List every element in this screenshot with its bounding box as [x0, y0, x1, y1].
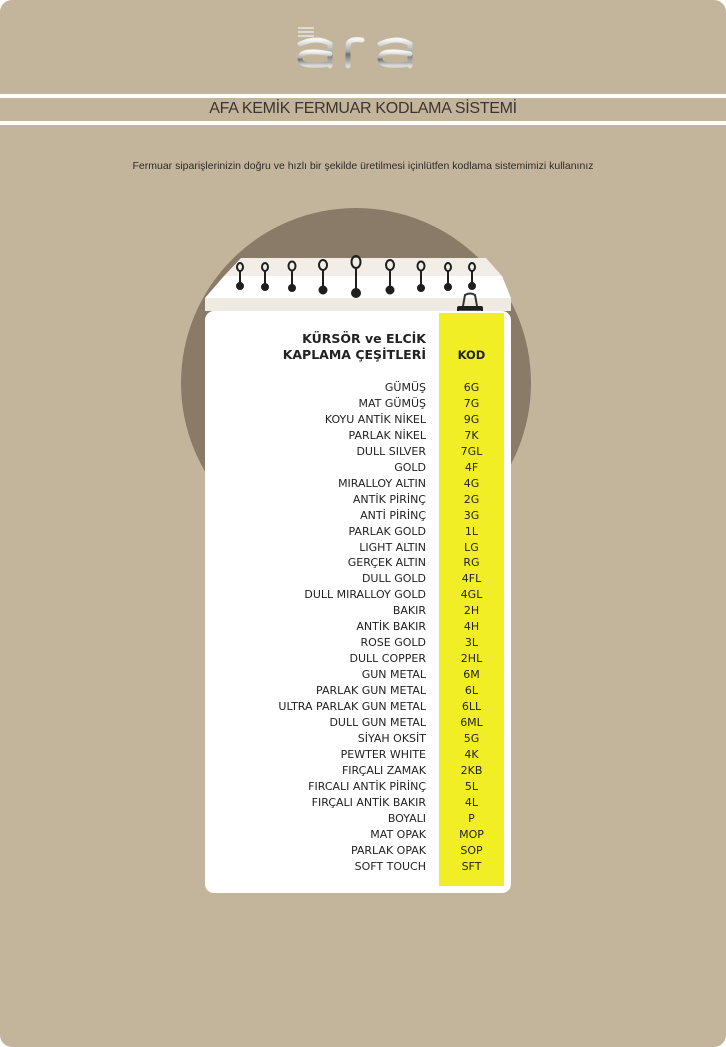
- table-row-code: SOP: [460, 843, 483, 857]
- page-title: AFA KEMİK FERMUAR KODLAMA SİSTEMİ: [209, 100, 517, 117]
- table-row-name: BOYALI: [387, 811, 426, 825]
- table-row-code: 2H: [463, 604, 480, 618]
- table-row-code: 6M: [463, 668, 480, 682]
- table-row-code: 4K: [464, 747, 479, 761]
- table-row-code: 4FL: [461, 572, 482, 586]
- table-row-code: RG: [463, 556, 480, 570]
- table-row-name: DULL COPPER: [349, 652, 426, 666]
- table-row-name: DULL GOLD: [361, 572, 426, 586]
- table-row-name: PARLAK NİKEL: [348, 428, 426, 442]
- table-row-code: 4F: [464, 460, 479, 474]
- table-row-name: FIRCALI ANTİK PİRİNÇ: [308, 779, 426, 793]
- table-row-code: 6G: [463, 381, 480, 394]
- table-row-code: 4GL: [460, 588, 483, 602]
- table-row-code: 4G: [463, 476, 480, 490]
- table-row-code: SFT: [461, 859, 482, 873]
- table-row-code: LG: [464, 540, 479, 554]
- table-heading-line2: KAPLAMA ÇEŞİTLERİ: [282, 347, 426, 362]
- table-row-name: KOYU ANTİK NİKEL: [324, 412, 426, 426]
- table-row-name: LIGHT ALTIN: [359, 540, 426, 554]
- table-row-code: 2G: [463, 492, 480, 506]
- table-row-code: 6L: [464, 684, 479, 698]
- table-row-code: 7K: [464, 428, 479, 442]
- table-row-code: MOP: [459, 827, 484, 841]
- table-row-code: 7G: [463, 396, 480, 410]
- table-row-name: ROSE GOLD: [360, 636, 426, 650]
- table-row-name: FIRÇALI ANTİK BAKIR: [311, 795, 426, 809]
- table-row-name: MIRALLOY ALTIN: [338, 476, 426, 490]
- table-row-name: DULL MIRALLOY GOLD: [304, 588, 426, 602]
- table-row-code: 1L: [464, 524, 479, 538]
- table-row-code: 2KB: [460, 763, 483, 777]
- table-row-code: 6ML: [460, 715, 483, 729]
- table-row-code: 3G: [463, 508, 480, 522]
- table-row-code: 4L: [464, 795, 479, 809]
- table-heading-line1: KÜRSÖR ve ELCİK: [302, 331, 426, 346]
- table-row-name: MAT GÜMÜŞ: [358, 396, 426, 410]
- table-row-name: ANTİK BAKIR: [356, 620, 426, 634]
- table-row-name: DULL SILVER: [356, 444, 426, 458]
- table-row-name: SOFT TOUCH: [354, 859, 426, 873]
- table-row-code: 9G: [463, 412, 480, 426]
- table-row-code: 5L: [464, 779, 479, 793]
- table-row-name: BAKIR: [392, 604, 426, 618]
- table-row-name: FIRÇALI ZAMAK: [341, 763, 426, 777]
- table-row-name: PARLAK OPAK: [350, 843, 426, 857]
- table-row-code: 3L: [464, 636, 479, 650]
- table-row-name: GUN METAL: [361, 668, 426, 682]
- table-row-name: ULTRA PARLAK GUN METAL: [278, 700, 426, 713]
- table-heading: [230, 331, 426, 363]
- table-row-code: P: [468, 811, 475, 825]
- table-row-code: 7GL: [460, 444, 483, 458]
- table-row-name: SİYAH OKSİT: [357, 731, 426, 745]
- table-row-name: PARLAK GUN METAL: [316, 684, 426, 698]
- table-row-name: PEWTER WHITE: [340, 747, 426, 761]
- table-row-name: GERÇEK ALTIN: [347, 556, 426, 570]
- table-row-name: DULL GUN METAL: [329, 715, 426, 729]
- instruction-text: Fermuar siparişlerinizin doğru ve hızlı bir şekilde üretilmesi içinlütfen kodlama sistemimizi kullanınız: [132, 160, 594, 172]
- table-row-name: GÜMÜŞ: [384, 381, 426, 394]
- table-row-code: 4H: [463, 620, 480, 634]
- code-column-header: KOD: [457, 348, 486, 362]
- table-row-name: GOLD: [394, 460, 426, 474]
- table-row-code: 2HL: [460, 652, 483, 666]
- table-row-name: PARLAK GOLD: [348, 524, 426, 538]
- table-row-name: ANTİK PİRİNÇ: [352, 492, 426, 506]
- table-row-name: ANTİ PİRİNÇ: [360, 508, 426, 522]
- table-row-code: 6LL: [461, 700, 482, 713]
- table-row-code: 5G: [463, 731, 480, 745]
- table-row-name: MAT OPAK: [370, 827, 426, 841]
